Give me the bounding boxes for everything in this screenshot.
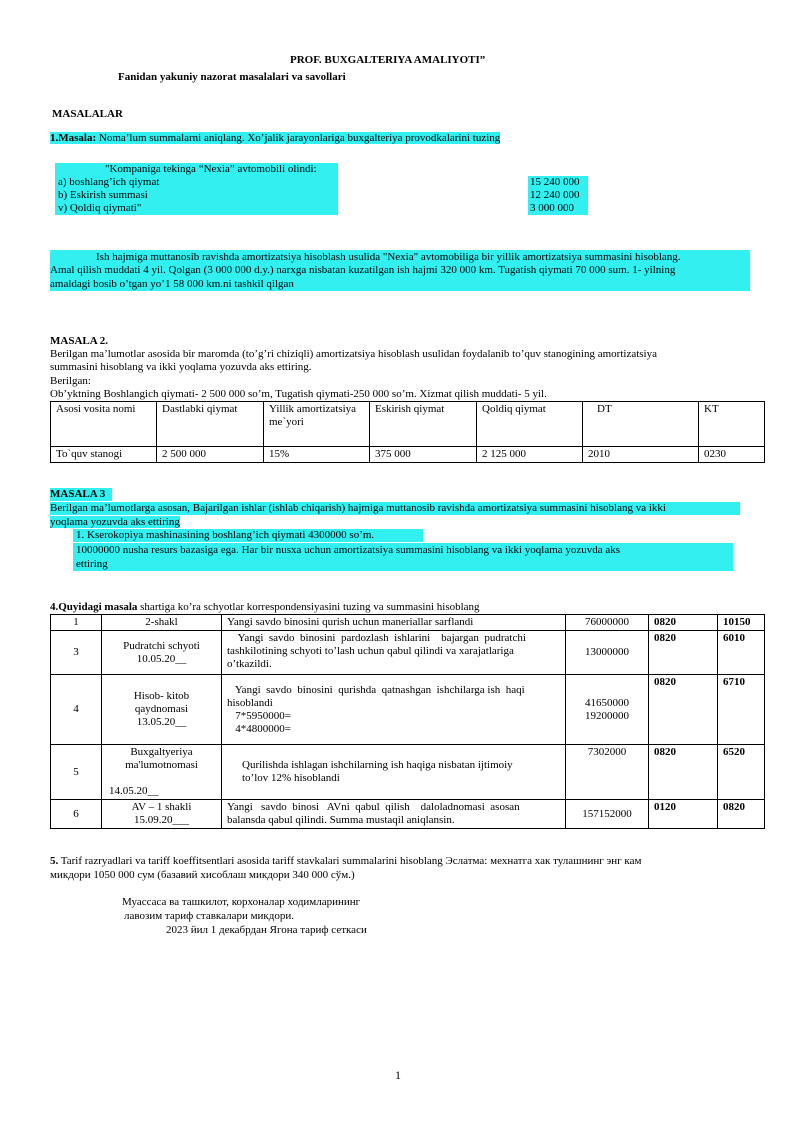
task1-item-label: b) Eskirish summasi (58, 189, 148, 201)
task2-line: Berilgan: (50, 375, 91, 387)
cell-line: qaydnomasi (134, 703, 189, 715)
task3-label: MASALA 3 (50, 488, 106, 500)
task1-item-label: v) Qoldiq qiymati" (58, 202, 142, 214)
table-cell: 6010 (718, 631, 765, 675)
table-cell: 0120 (649, 800, 718, 829)
table-cell: 0820 (718, 800, 765, 829)
table-cell: 4 (51, 675, 102, 745)
task1-paragraph-line: amaldagi bosib o’tgan yo’1 58 000 km.ni tashkil qilgan (50, 278, 294, 290)
table-header-row (51, 402, 765, 447)
task5-line (50, 855, 641, 867)
task3-line: yoqlama yozuvda aks ettiring (50, 516, 180, 528)
table-cell: 2 125 000 (477, 447, 583, 463)
task1-intro: "Kompaniga tekinga “Nexia” avtomobili olindi: (105, 163, 317, 175)
table-cell: 1 (51, 615, 102, 631)
table-cell: 76000000 (566, 615, 649, 631)
task5-caption: Муассаса ва ташкилот, корхоналар ходимларининг (122, 896, 361, 908)
table-row (51, 447, 765, 463)
table-cell (102, 675, 222, 745)
table-cell (222, 631, 566, 675)
cell-line: 13.05.20__ (136, 716, 187, 728)
cell-line: hisoblandi (227, 696, 273, 709)
cell-line: Buxgaltyeriya (130, 746, 193, 758)
task3-item: 10000000 nusha resurs bazasiga ega. Har bir nusxa uchun amortizatsiya summasini hisoblang va ikki yoqlama yozuvda aks (76, 544, 621, 556)
task2-line: Ob’yktning Boshlangich qiymati- 2 500 000 so’m, Tugatish qiymati-250 000 so’m. Xizmat qilish muddati- 5 yil. (50, 388, 547, 400)
section-heading: MASALALAR (52, 108, 123, 120)
table-cell: 0820 (649, 631, 718, 675)
cell-line: Pudratchi schyoti (123, 639, 200, 652)
task1-label: 1.Masala: (50, 132, 97, 144)
table-row (51, 745, 765, 800)
task1-paragraph-line: Amal qilish muddati 4 yil. Qolgan (3 000 000 d.y.) narxga nisbatan kuzatilgan ish hajmi 320 000 km. Tugatish qiymati 70 000 sum. 1- yilning (50, 264, 676, 276)
task5-label: 5. (50, 855, 59, 867)
cell-line: Yangi savdo binosini pardozlash ishlarini bajargan pudratchi (227, 632, 526, 644)
table-cell: 5 (51, 745, 102, 800)
table-row (51, 800, 765, 829)
table-header-cell: DT (583, 402, 699, 447)
table-header-cell: Dastlabki qiymat (157, 402, 264, 447)
table-cell: 2010 (583, 447, 699, 463)
cell-line: ma'lumotnomasi (125, 759, 198, 771)
task1-paragraph-line: Ish hajmiga muttanosib ravishda amortizatsiya hisoblash usulida "Nexia" avtomobiliga bir yillik amortizatsiya summasini hisoblang. (96, 251, 681, 263)
cell-line: tashkilotining schyoti to’lash uchun qabul qilindi va xarajatlariga (227, 645, 514, 657)
table-cell: 10150 (718, 615, 765, 631)
cell-line: 15.09.20___ (134, 814, 189, 826)
table-row (51, 675, 765, 745)
table-cell: 15% (264, 447, 370, 463)
table-cell: Yangi savdo binosini qurish uchun maneriallar sarflandi (222, 615, 566, 631)
task4-label: 4.Quyidagi masala (50, 601, 138, 613)
cell-line: Qurilishda ishlagan ishchilarning ish haqiga nisbatan ijtimoiy (242, 759, 513, 771)
table-row (51, 631, 765, 675)
table-cell (222, 745, 566, 800)
table-cell: 157152000 (566, 800, 649, 829)
cell-line: balansda qabul qilindi. Summa mustaqil aniqlansin. (227, 814, 455, 826)
table-header-cell: Eskirish qiymat (370, 402, 477, 447)
table-cell (102, 631, 222, 675)
task3-item: 1. Kserokopiya mashinasining boshlang’ich qiymati 4300000 so’m. (76, 529, 375, 541)
cell-line: Hisob- kitob (133, 690, 190, 702)
table-cell: 6710 (718, 675, 765, 745)
cell-line: 41650000 (585, 696, 629, 709)
table-header-cell: Yillik amortizatsiya me`yori (264, 402, 370, 447)
task1-heading (50, 132, 500, 144)
page-number: 1 (395, 1068, 401, 1082)
task4-table (50, 614, 765, 829)
cell-line: 7*5950000= (227, 709, 291, 722)
task5-text: Tarif razryadlari va tariff koeffitsentlari asosida tariff stavkalari summalarini hisoblang Эслатма: мехнатга хак тулашнинг энг кам (58, 855, 642, 867)
table-cell: 3 (51, 631, 102, 675)
task1-item-value: 3 000 000 (530, 202, 574, 214)
page-title: PROF. BUXGALTERIYA AMALIYOTI” (290, 54, 486, 66)
table-cell: 0820 (649, 745, 718, 800)
task4-heading (50, 601, 480, 613)
task5-caption: лавозим тариф ставкалари микдори. (124, 910, 295, 922)
page-subtitle: Fanidan yakuniy nazorat masalalari va savollari (118, 71, 346, 83)
table-header-cell: Asosi vosita nomi (51, 402, 157, 447)
table-cell: 0820 (649, 615, 718, 631)
task3-item: ettiring (76, 558, 108, 570)
task5-line: микдори 1050 000 сум (базавий хисоблаш микдори 340 000 сўм.) (50, 869, 355, 881)
cell-line: 4*4800000= (227, 722, 291, 735)
table-row (51, 615, 765, 631)
task2-table (50, 401, 765, 463)
table-cell: 375 000 (370, 447, 477, 463)
table-cell (102, 745, 222, 800)
table-cell: 0820 (649, 675, 718, 745)
table-cell: 2 500 000 (157, 447, 264, 463)
cell-line: 14.05.20__ (109, 785, 159, 797)
table-cell: 0230 (699, 447, 765, 463)
task2-line: Berilgan ma’lumotlar asosida bir maromda (to’g’ri chiziqli) amortizatsiya hisoblash usulidan foydalanib to’quv stanogining amortizatsiya (50, 348, 657, 360)
task2-line: summasini hisoblang va ikki yoqlama yozuvda aks ettiring. (50, 361, 312, 373)
cell-line: 19200000 (585, 709, 629, 722)
cell-line: Yangi savdo binosi AVni qabul qilish daloladnomasi asosan (227, 801, 520, 813)
table-cell: To`quv stanogi (51, 447, 157, 463)
table-cell: 6 (51, 800, 102, 829)
table-header-cell: Qoldiq qiymat (477, 402, 583, 447)
table-cell: 2-shakl (102, 615, 222, 631)
task1-heading-text: Noma’lum summalarni aniqlang. Xo’jalik jarayonlariga buxgalteriya provodkalarini tuzing (96, 132, 501, 144)
cell-line: to’lov 12% hisoblandi (242, 772, 340, 784)
cell-line: AV – 1 shakli (131, 801, 192, 813)
cell-line: 10.05.20__ (136, 652, 187, 665)
task3-line: Berilgan ma’lumotlarga asosan, Bajarilgan ishlar (ishlab chiqarish) hajmiga muttanosib ravishda amortizatsiya summasini hisoblang va ikki (50, 502, 666, 514)
table-cell (222, 675, 566, 745)
table-cell (102, 800, 222, 829)
task1-item-label: a) boshlang’ich qiymat (58, 176, 160, 188)
task4-heading-text: shartiga ko’ra schyotlar korrespondensiyasini tuzing va summasini hisoblang (137, 601, 480, 613)
cell-line: o’tkazildi. (227, 658, 272, 670)
table-cell: 7302000 (566, 745, 649, 800)
task5-caption: 2023 йил 1 декабрдан Ягона тариф сеткаси (166, 924, 367, 936)
table-cell: 13000000 (566, 631, 649, 675)
table-cell (222, 800, 566, 829)
table-cell: 6520 (718, 745, 765, 800)
task2-label: MASALA 2. (50, 335, 109, 347)
task1-item-value: 15 240 000 (530, 176, 580, 188)
table-cell (566, 675, 649, 745)
cell-line: Yangi savdo binosini qurishda qatnashgan ishchilarga ish haqi (227, 683, 525, 696)
task1-item-value: 12 240 000 (530, 189, 580, 201)
table-header-cell: KT (699, 402, 765, 447)
